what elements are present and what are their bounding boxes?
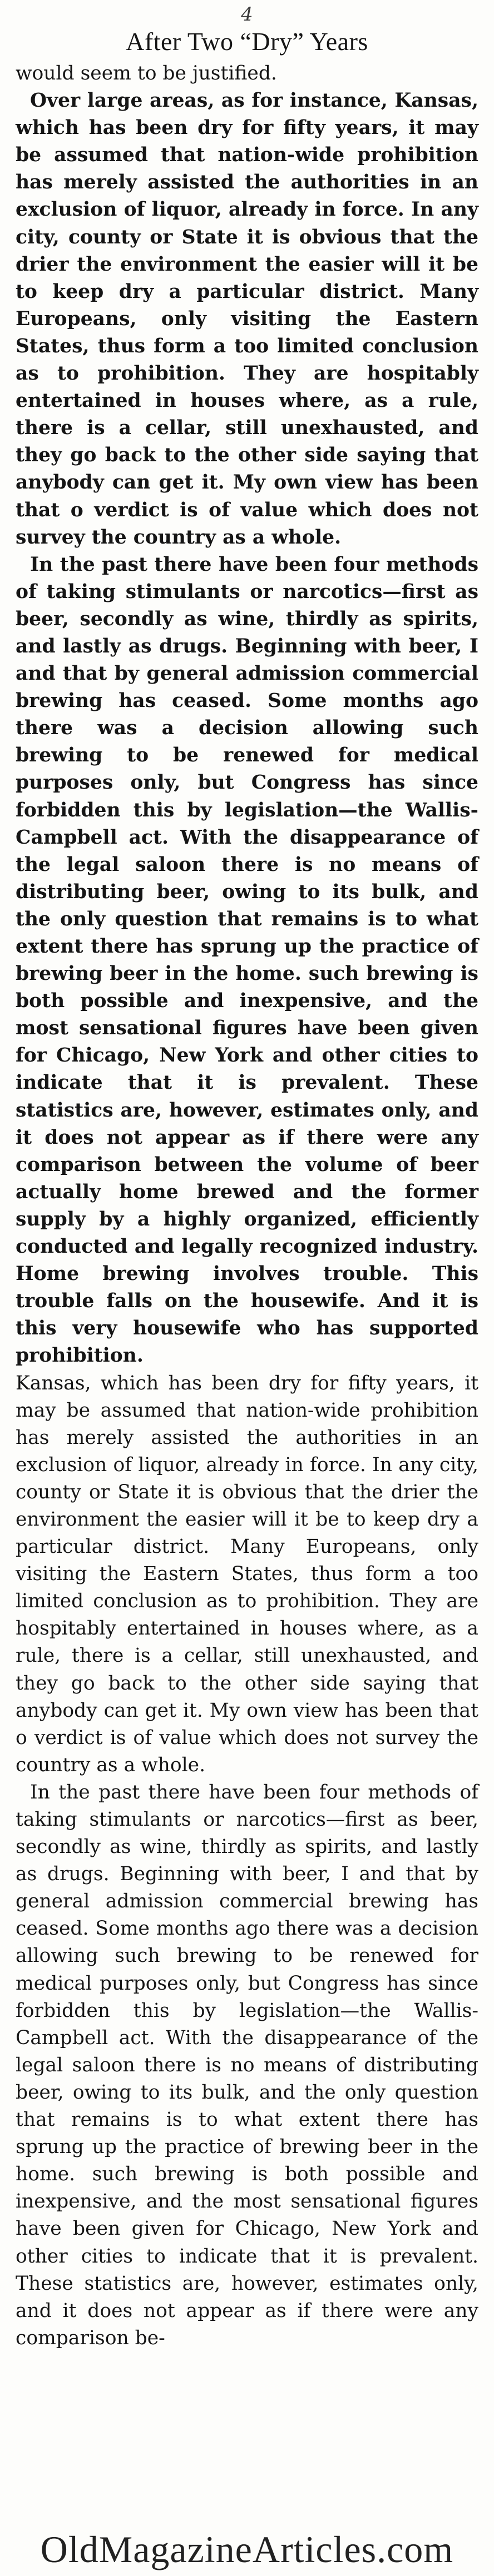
site-watermark: OldMagazineArticles.com [0,2527,494,2572]
paragraph-4: Kansas, which has been dry for fifty years, it may be assumed that nation-wide prohibition has merely assisted the authorities in an exclusion of liquor, already in force. In any city, county or State it is obvious that the drier the environment the easier will it be to keep dry a particular district. Many Europeans, only visiting the Eastern States, thus form a too limited conclusion as to prohibition. They are hospitably entertained in houses where, as a rule, there is a cellar, still unexhausted, and they go back to the other side saying that anybody can get it. My own view has been that o verdict is of value which does not survey the country as a whole. [16,1372,478,1776]
article-body [16,60,478,2352]
running-title: After Two “Dry” Years [126,27,368,56]
paragraph-3: In the past there have been four methods of taking stimulants or narcotics—first as beer, secondly as wine, thirdly as spirits, and lastly as drugs. Beginning with beer, I and that by general admission commercial brewing has ceased. Some months ago there was a decision allowing such brewing to be renewed for medical purposes only, but Congress has since forbidden this by legislation—the Wallis-Campbell act. With the disappearance of the legal saloon there is no means of distributing beer, owing to its bulk, and the only question that remains is to what extent there has sprung up the practice of brewing beer in the home. such brewing is both possible and inexpensive, and the most sensational figures have been given for Chicago, New York and other cities to indicate that it is prevalent. These statistics are, however, estimates only, and it does not appear as if there were any comparison between the volume of beer actually home brewed and the former supply by a highly organized, efficiently conducted and legally recognized industry. Home brewing involves trouble. This trouble falls on the housewife. And it is this very housewife who has supported prohibition. [16,553,478,1367]
paragraph-1: would seem to be justified. [16,62,277,84]
paragraph-5: In the past there have been four methods of taking stimulants or narcotics—first as beer, secondly as wine, thirdly as spirits, and lastly as drugs. Beginning with beer, I and that by general admission commercial brewing has ceased. Some months ago there was a decision allowing such brewing to be renewed for medical purposes only, but Congress has since forbidden this by legislation—the Wallis-Campbell act. With the disappearance of the legal saloon there is no means of distributing beer, owing to its bulk, and the only question that remains is to what extent there has sprung up the practice of brewing beer in the home. such brewing is both possible and inexpensive, and the most sensational figures have been given for Chicago, New York and other cities to indicate that it is prevalent. These statistics are, however, estimates only, and it does not appear as if there were any comparison be- [16,1781,478,2349]
page-number: 4 [241,3,253,26]
paragraph-2: Over large areas, as for instance, Kansas, which has been dry for fifty years, it may be assumed that nation-wide prohibition has merely assisted the authorities in an exclusion of liquor, already in force. In any city, county or State it is obvious that the drier the environment the easier will it be to keep dry a particular district. Many Europeans, only visiting the Eastern States, thus form a too limited conclusion as to prohibition. They are hospitably entertained in houses where, as a rule, there is a cellar, still unexhausted, and they go back to the other side saying that anybody can get it. My own view has been that o verdict is of value which does not survey the country as a whole. [16,89,478,549]
